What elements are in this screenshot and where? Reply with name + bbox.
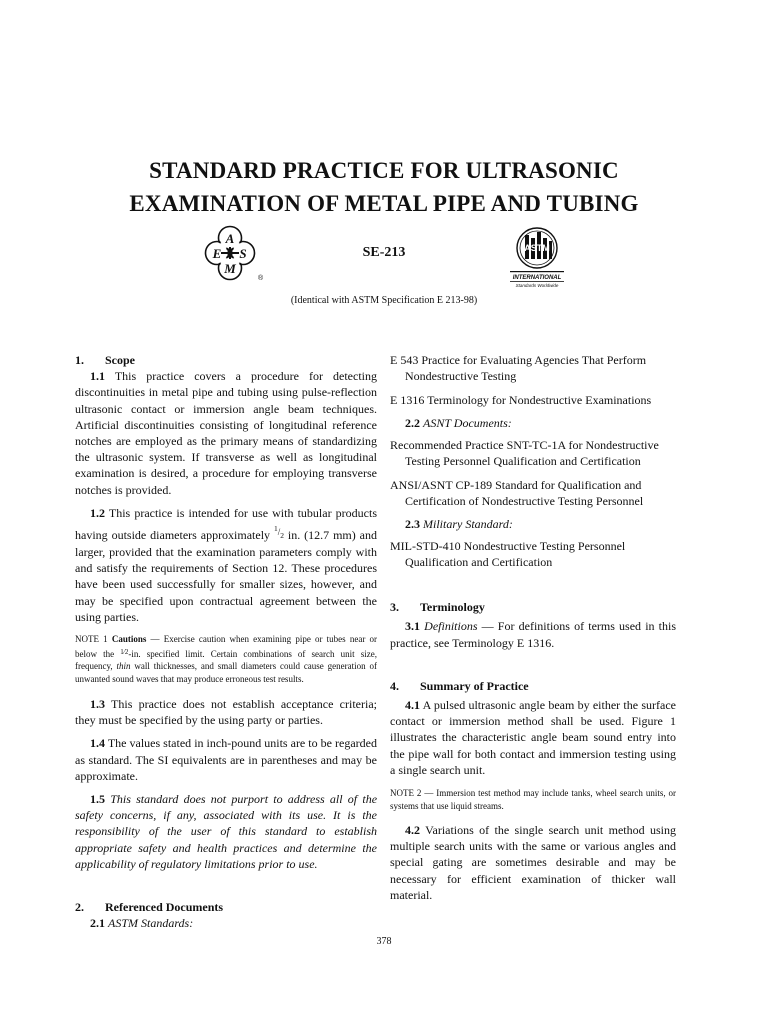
svg-text:ASTM: ASTM (524, 243, 550, 253)
paragraph-4-1: 4.1 A pulsed ultrasonic angle beam by either the surface contact or immersion method shall be used. Figure 1 illustrates the characteristic angle beam sound entry into the pipe wall for both contact and immersion testing using a single search unit. (390, 698, 676, 777)
ref-mil-std-410: MIL-STD-410 Nondestructive Testing Personnel Qualification and Certification (390, 538, 626, 570)
standard-code: SE-213 (362, 245, 406, 260)
page-number: 378 (376, 936, 392, 947)
section-1-heading: 1. Scope (75, 353, 135, 367)
ref-e543: E 543 Practice for Evaluating Agencies That Perform Nondestructive Testing (390, 353, 647, 384)
paragraph-1-5: 1.5 This standard does not purport to address all of the safety concerns, if any, associated with its use. It is the responsibility of the user of this standard to establish appropriate safety and health practices and determine the applicability of regulatory limitations prior to use. (75, 792, 378, 871)
section-2-heading: 2. Referenced Documents (75, 900, 224, 915)
left-column (75, 352, 377, 931)
paragraph-2-2: 2.2 ASNT Documents: (405, 415, 512, 430)
astm-logo-subtext: Standards Worldwide (515, 283, 559, 288)
identical-spec-note: (Identical with ASTM Specification E 213-98) (290, 295, 478, 306)
paragraph-2-3: 2.3 Military Standard: (405, 516, 513, 531)
asme-letter-m: M (224, 261, 236, 276)
paragraph-1-4: 1.4 The values stated in inch-pound units are to be regarded as standard. The SI equivalents are in parentheses and may be approximate. (75, 736, 377, 783)
ref-e1316: E 1316 Terminology for Nondestructive Examinations (390, 393, 652, 408)
note-2: NOTE 2 — Immersion test method may include tanks, wheel search units, or systems that use liquid streams. (390, 788, 676, 811)
paragraph-4-2: 4.2 Variations of the single search unit method using multiple search units with the same or various angles and special gating are sometimes desirable and may be necessary for efficient examination of thicker wall material. (390, 823, 676, 902)
paragraph-3-1: 3.1 Definitions — For definitions of terms used in this practice, see Terminology E 1316. (390, 619, 677, 650)
asme-letter-s: S (239, 246, 247, 261)
fraction-half: 1/2 (273, 524, 284, 540)
paragraph-2-1: 2.1 ASTM Standards: (90, 916, 194, 931)
paragraph-1-3: 1.3 This practice does not establish acceptance criteria; they must be specified by the using party or parties. (75, 697, 377, 728)
astm-logo (506, 226, 568, 288)
title-line-2: EXAMINATION OF METAL PIPE AND TUBING (129, 191, 639, 216)
note-1: NOTE 1 Cautions — Exercise caution when examining pipe or tubes near or below the $^{1⁄2}$-in. specified limit. Certain combinations of search unit size, frequency, thin wall thicknesses, and small diameters could cause generation of unwanted sound waves that may produce erroneous test results. (75, 634, 378, 684)
right-column (390, 352, 676, 903)
document-title (0, 154, 768, 220)
registered-mark: ® (258, 275, 264, 282)
ref-cp-189: ANSI/ASNT CP-189 Standard for Qualification and Certification of Nondestructive Testing Personnel (390, 478, 644, 509)
section-4-heading: 4. Summary of Practice (390, 678, 529, 693)
astm-logo-text: INTERNATIONAL (512, 275, 562, 281)
asme-letter-a: A (225, 231, 235, 246)
ref-snt-tc-1a: Recommended Practice SNT-TC-1A for Nondestructive Testing Personnel Qualification and Certification (390, 437, 659, 469)
paragraph-1-1: 1.1 This practice covers a procedure for detecting discontinuities in metal pipe and tubing using pulse-reflection ultrasonic contact or immersion angle beam techniques. Artificial discontinuities consisting of longitudinal reference notches are employed as the primary means of standardizing the ultrasonic system. If transverse as well as longitudinal examination is desired, a procedure for employing transverse notches is provided. (75, 369, 377, 497)
section-3-heading: 3. Terminology (390, 600, 485, 615)
title-line-1: STANDARD PRACTICE FOR ULTRASONIC (149, 158, 619, 183)
paragraph-1-2: 1.2 This practice is intended for use with tubular products having outside diameters approximately $^{^1/_2}$ in. (12.7 mm) and larger, provided that the examination parameters comply with and satisfy the requirements of Section 12. These procedures have been used successfully for smaller sizes, however, and may be specified upon contractual agreement between the using parties. (75, 505, 377, 624)
asme-letter-e: E (212, 246, 222, 261)
